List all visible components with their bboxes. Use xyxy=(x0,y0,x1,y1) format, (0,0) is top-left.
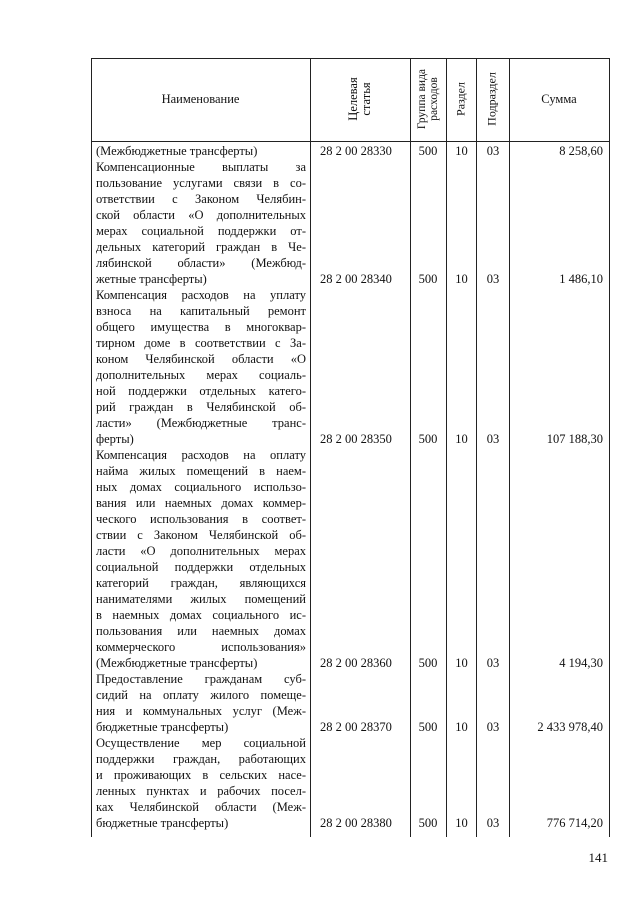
row-name-line: социальной поддержки отдельных xyxy=(96,560,306,574)
row-name-line: общего имущества в многоквар- xyxy=(96,320,306,334)
row-expense-group: 500 xyxy=(418,656,438,670)
row-amount: 2 433 978,40 xyxy=(537,720,603,734)
row-name-line: Предоставление гражданам суб- xyxy=(96,672,306,686)
row-expense-group: 500 xyxy=(418,272,438,286)
row-subsection: 03 xyxy=(486,432,500,446)
row-name-line: пользования или наемных домах xyxy=(96,624,306,638)
row-expense-group: 500 xyxy=(418,720,438,734)
row-name-line: взноса на капитальный ремонт xyxy=(96,304,306,318)
row-name-line: лябинской области» (Межбюд- xyxy=(96,256,306,270)
row-target-article: 28 2 00 28370 xyxy=(320,720,392,734)
row-subsection: 03 xyxy=(486,816,500,830)
row-name-line: тирном доме в соответствии с За- xyxy=(96,336,306,350)
row-section: 10 xyxy=(455,144,468,158)
row-name-line: в наемных домах социального ис- xyxy=(96,608,306,622)
row-amount: 8 258,60 xyxy=(559,144,603,158)
row-name-line: пользование услугами связи в со- xyxy=(96,176,306,190)
row-subsection: 03 xyxy=(486,144,500,158)
row-name-line: мерах социальной поддержки от- xyxy=(96,224,306,238)
row-name-line: Осуществление мер социальной xyxy=(96,736,306,750)
row-name-line: ной поддержки отдельных катего- xyxy=(96,384,306,398)
header-expense-group: Группа вида расходов xyxy=(416,68,440,130)
row-section: 10 xyxy=(455,720,468,734)
row-name-line: ской области «О дополнительных xyxy=(96,208,306,222)
row-target-article: 28 2 00 28380 xyxy=(320,816,392,830)
row-target-article: 28 2 00 28350 xyxy=(320,432,392,446)
row-name-line: жетные трансферты) xyxy=(96,272,207,286)
page-number: 141 xyxy=(588,850,608,865)
row-name-line: дельных категорий граждан в Че- xyxy=(96,240,306,254)
row-subsection: 03 xyxy=(486,656,500,670)
row-name-line: (Межбюджетные трансферты) xyxy=(96,656,258,670)
row-name-line: коммерческого использования» xyxy=(96,640,306,654)
row-subsection: 03 xyxy=(486,720,500,734)
header-name: Наименование xyxy=(161,91,240,106)
row-expense-group: 500 xyxy=(418,144,438,158)
row-name-line: ных домах социального использо- xyxy=(96,480,306,494)
header-section: Раздел xyxy=(453,82,468,116)
row-name-line: категорий граждан, являющихся xyxy=(96,576,306,590)
row-name-line: дополнительных мерах социаль- xyxy=(96,368,306,382)
row-name-line: коном Челябинской области «О xyxy=(96,352,306,366)
row-name-line: и проживающих в сельских насе- xyxy=(96,768,306,782)
col-border xyxy=(609,58,610,837)
row-section: 10 xyxy=(455,432,468,446)
row-amount: 1 486,10 xyxy=(559,272,603,286)
col-border xyxy=(310,58,311,837)
row-name-line: Компенсация расходов на оплату xyxy=(96,448,306,462)
row-name-line: (Межбюджетные трансферты) xyxy=(96,144,258,158)
row-expense-group: 500 xyxy=(418,432,438,446)
row-section: 10 xyxy=(455,272,468,286)
row-name-line: ствии с Законом Челябинской об- xyxy=(96,528,306,542)
row-name-line: ферты) xyxy=(96,432,134,446)
row-name-line: рий граждан в Челябинской об- xyxy=(96,400,306,414)
row-section: 10 xyxy=(455,656,468,670)
row-name-line: ческого использования в соответ- xyxy=(96,512,306,526)
row-name-line: нанимателями жилых помещений xyxy=(96,592,306,606)
row-target-article: 28 2 00 28360 xyxy=(320,656,392,670)
row-name-line: бюджетные трансферты) xyxy=(96,816,229,830)
row-amount: 4 194,30 xyxy=(559,656,603,670)
row-name-line: Компенсационные выплаты за xyxy=(96,160,306,174)
row-name-line: ках Челябинской области (Меж- xyxy=(96,800,306,814)
row-name-line: вания или наемных домах коммер- xyxy=(96,496,306,510)
row-name-line: ласти» (Межбюджетные транс- xyxy=(96,416,306,430)
row-name-line: поддержки граждан, работающих xyxy=(96,752,306,766)
row-amount: 776 714,20 xyxy=(546,816,603,830)
header-target-article: Целевая статья xyxy=(346,77,373,121)
row-name-line: ласти «О дополнительных мерах xyxy=(96,544,306,558)
row-amount: 107 188,30 xyxy=(546,432,603,446)
row-target-article: 28 2 00 28330 xyxy=(320,144,392,158)
row-name-line: Компенсация расходов на уплату xyxy=(96,288,306,302)
row-subsection: 03 xyxy=(486,272,500,286)
row-name-line: ответствии с Законом Челябин- xyxy=(96,192,306,206)
row-name-line: ленных пунктах и рабочих посел- xyxy=(96,784,306,798)
col-border xyxy=(91,58,92,837)
row-name-line: найма жилых помещений в наем- xyxy=(96,464,306,478)
header-subsection: Подраздел xyxy=(484,72,499,126)
row-name-line: ния и коммунальных услуг (Меж- xyxy=(96,704,306,718)
row-expense-group: 500 xyxy=(418,816,438,830)
row-name-line: бюджетные трансферты) xyxy=(96,720,229,734)
row-target-article: 28 2 00 28340 xyxy=(320,272,392,286)
row-name-line: сидий на оплату жилого помеще- xyxy=(96,688,306,702)
header-amount: Сумма xyxy=(541,91,577,106)
row-section: 10 xyxy=(455,816,468,830)
